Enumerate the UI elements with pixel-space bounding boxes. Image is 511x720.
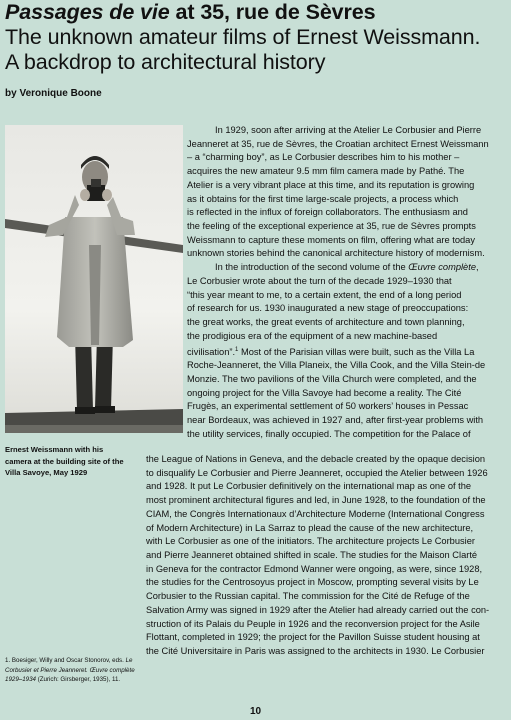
- body-line: the prodigious era of the equipment of a new machine-based: [187, 330, 438, 341]
- page-number: 10: [249, 706, 262, 717]
- footnote: [5, 656, 137, 685]
- body-line: CIAM, the Congrès Internationaux d’Architecture Moderne (International Congress: [146, 508, 485, 519]
- body-line: ongoing project for the Villa Savoye had become a reality. The Cité: [187, 387, 462, 398]
- body-line: to disqualify Le Corbusier and Pierre Jeanneret, occupied the Atelier between 1926: [146, 467, 488, 478]
- title-line-1: [5, 0, 510, 25]
- body-line: the utility services, finally occupied. The competition for the Palace of: [187, 428, 471, 439]
- body-text-run: Most of the Parisian villas were built, such as the Villa La: [238, 346, 475, 357]
- body-line: is reflected in the influx of foreign collaborators. The enthusiasm and: [187, 207, 468, 218]
- footnote-book-title: Le Corbusier et Pierre Jeanneret. Œuvre complète 1929–1934: [5, 657, 135, 684]
- body-line: in Geneva for the contractor Edmond Wanner were ongoing, as were, since 1928,: [146, 563, 483, 574]
- subtitle-line-2: A backdrop to architectural history: [5, 50, 326, 74]
- title-italic: Passages de vie: [5, 0, 170, 24]
- subtitle-line-1: The unknown amateur films of Ernest Weissmann.: [5, 25, 481, 49]
- photo-ernest-weissmann: [5, 125, 183, 433]
- body-line: the great works, the great events of architecture and town planning,: [187, 317, 465, 328]
- photo-caption: Ernest Weissmann with his camera at the building site of the Villa Savoye, May 1929: [5, 445, 124, 477]
- body-line: most prominent architectural figures and led, in June 1928, to the foundation of the: [146, 495, 486, 506]
- body-line: In 1929, soon after arriving at the Atelier Le Corbusier and Pierre: [215, 125, 482, 135]
- body-text-run: In the introduction of the second volume of the: [215, 262, 409, 273]
- body-line: of Modern Architecture) in La Sarraz to plead the cause of the new architecture,: [146, 522, 474, 533]
- body-line: and 1928. It put Le Corbusier definitively on the international map as one of the: [146, 481, 472, 492]
- body-line: Salvation Army was signed in 1929 after the Atelier had already carried out the con-: [146, 604, 490, 615]
- byline: by Veronique Boone: [5, 88, 102, 99]
- body-line: Frugès, an experimental settlement of 50 workers’ houses in Pessac: [187, 401, 469, 412]
- footnote-text-1: 1. Boesiger, Willy and Oscar Stonorov, eds.: [5, 657, 126, 664]
- body-line: Weissmann to capture these moments on film, offering what are today: [187, 234, 476, 245]
- body-line: and Pierre Jeanneret obtained shifted in scale. The studies for the Maison Clarté: [146, 550, 478, 561]
- body-text-italic: Œuvre complète: [408, 262, 476, 273]
- body-column-wide: [146, 453, 508, 659]
- body-line: the Cité Universitaire in Paris was assigned to the architects in 1930. Le Corbusier: [146, 646, 485, 657]
- body-line: the feeling of the exceptional experience at 35, rue de Sèvres prompts: [187, 221, 476, 232]
- body-line: Monzie. The two pavilions of the Villa Church were completed, and the: [187, 374, 477, 385]
- body-line: [187, 261, 507, 275]
- body-line: struction of its Palais du Peuple in 1926 and the reconversion project for the Asile: [146, 618, 480, 629]
- body-line: Jeanneret at 35, rue de Sèvres, the Croatian architect Ernest Weissmann: [187, 138, 489, 149]
- body-line: with Le Corbusier as one of the initiators. The architecture projects Le Corbusier: [146, 536, 475, 547]
- body-line: – a “charming boy”, as Le Corbusier describes him to his mother –: [187, 152, 460, 163]
- article-title: [5, 0, 510, 75]
- body-line: the studies for the Centrosoyus project in Moscow, prompting several visits by Le: [146, 577, 479, 588]
- body-line: of research for us. 1930 inaugurated a new stage of preoccupations:: [187, 303, 469, 314]
- title-rest: at 35, rue de Sèvres: [169, 0, 376, 24]
- footnote-marker: 1: [235, 346, 239, 353]
- body-text-run: ,: [476, 262, 479, 273]
- body-line: Flottant, completed in 1929; the project for the Pavillon Suisse student housing at: [146, 632, 480, 643]
- body-line: the League of Nations in Geneva, and the debacle created by the opaque decision: [146, 454, 486, 464]
- body-line: unknown stories behind the canonical architecture history of modernism.: [187, 248, 485, 259]
- footnote-text-3: (Zurich: Girsberger, 1935), 11.: [35, 676, 121, 684]
- body-line: “this year meant to me, to a certain extent, the end of a long period: [187, 289, 462, 300]
- body-column-narrow: [187, 124, 507, 442]
- body-line: as it obtains for the first time large-scale projects, a process which: [187, 193, 459, 204]
- body-line: Le Corbusier wrote about the turn of the decade 1929–1930 that: [187, 275, 452, 286]
- body-text-run: civilisation”.: [187, 346, 236, 357]
- body-line: [187, 344, 507, 360]
- body-line: acquires the new amateur 9.5 mm film camera made by Pathé. The: [187, 166, 465, 177]
- body-line: Corbusier to the Russian capital. The commission for the Cité de Refuge of the: [146, 591, 470, 602]
- body-line: Roche-Jeanneret, the Villa Planeix, the Villa Cook, and the Villa Stein-de: [187, 360, 486, 371]
- body-line: near Bordeaux, was achieved in 1927 and, after first-year problems with: [187, 415, 484, 426]
- body-line: Atelier is a very vibrant place at this time, and its reputation is growing: [187, 179, 475, 190]
